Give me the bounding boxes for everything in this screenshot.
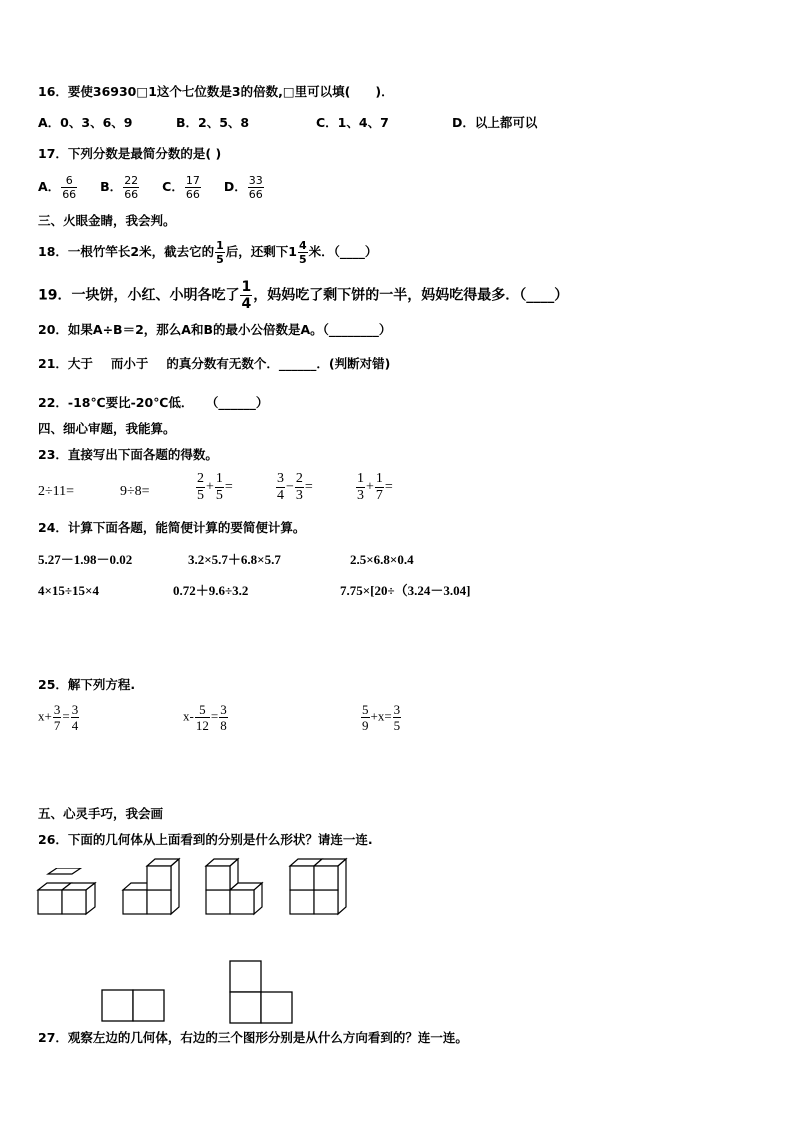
solid-figure-2 bbox=[121, 856, 183, 918]
q17-a-fraction: $\frac{6}{66}$ bbox=[62, 174, 77, 201]
top-view-shape-2 bbox=[228, 959, 294, 1025]
q18-mid: 后，还剩下1 bbox=[225, 244, 297, 259]
q23-expr-2: 9÷8= bbox=[120, 484, 150, 499]
top-view-shape-1 bbox=[100, 988, 166, 1024]
solid-figure-3 bbox=[204, 856, 268, 918]
q17-a-label: A． bbox=[38, 179, 61, 194]
q19-fraction: $\frac{1}{4}$ bbox=[241, 279, 252, 312]
q25-equation-2: x- $\frac{5}{12}$ = $\frac{3}{8}$ bbox=[183, 702, 227, 733]
q16-option-a: A．0、3、6、9 bbox=[38, 115, 133, 130]
q25-equation-1: x+ $\frac{3}{7}$ = $\frac{3}{4}$ bbox=[38, 702, 79, 733]
q17-options bbox=[38, 175, 265, 200]
q17-d-fraction: $\frac{33}{66}$ bbox=[248, 174, 263, 201]
q20-line: 20．如果A÷B＝2，那么A和B的最小公倍数是A。（________） bbox=[38, 322, 392, 337]
q22-line: 22．-18℃要比-20℃低． （______） bbox=[38, 395, 269, 410]
q25-equation-3: $\frac{5}{9}$ +x= $\frac{3}{5}$ bbox=[362, 702, 401, 733]
q19-post: ，妈妈吃了剩下饼的一半，妈妈吃得最多．（____） bbox=[253, 287, 569, 304]
q23-expr-5: $\frac{1}{3}$ + $\frac{1}{7}$ = bbox=[357, 471, 393, 503]
q17-c-fraction: $\frac{17}{66}$ bbox=[185, 174, 200, 201]
q18-post: 米．（____） bbox=[308, 244, 378, 259]
q26-stem: 26．下面的几何体从上面看到的分别是什么形状？请连一连. bbox=[38, 832, 373, 847]
q16-option-d: D．以上都可以 bbox=[452, 115, 538, 130]
q16-option-c: C．1、4、7 bbox=[316, 115, 389, 130]
solid-figure-4 bbox=[288, 856, 352, 918]
q21-part-2: 而小于 bbox=[110, 356, 149, 371]
q17-b-label: B． bbox=[100, 179, 123, 194]
q24-expr-2: 3.2×5.7＋6.8×5.7 bbox=[188, 552, 281, 567]
solid-figure-1 bbox=[36, 868, 100, 918]
q24-stem: 24．计算下面各题，能简便计算的要简便计算。 bbox=[38, 520, 306, 535]
q18-fraction-2: $\frac{4}{5}$ bbox=[298, 239, 307, 266]
q17-b-fraction: $\frac{22}{66}$ bbox=[124, 174, 139, 201]
q16-stem: 16．要使36930□1这个七位数是3的倍数,□里可以填( )． bbox=[38, 84, 394, 99]
q24-expr-1: 5.27－1.98－0.02 bbox=[38, 552, 133, 567]
q16-option-b: B．2、5、8 bbox=[176, 115, 250, 130]
section-4-heading: 四、细心审题，我能算。 bbox=[38, 421, 176, 436]
section-3-heading: 三、火眼金睛，我会判。 bbox=[38, 213, 176, 228]
q25-stem: 25．解下列方程. bbox=[38, 677, 136, 692]
q27-stem: 27．观察左边的几何体，右边的三个图形分别是从什么方向看到的？连一连。 bbox=[38, 1030, 468, 1045]
q17-c-label: C． bbox=[162, 179, 184, 194]
q19-line bbox=[38, 280, 568, 311]
q18-fraction-1: $\frac{1}{5}$ bbox=[216, 239, 224, 266]
q19-pre: 19．一块饼，小红、小明各吃了 bbox=[38, 287, 240, 304]
q17-stem: 17．下列分数是最简分数的是( ) bbox=[38, 146, 222, 161]
q24-expr-5: 0.72＋9.6÷3.2 bbox=[173, 583, 249, 598]
q17-d-label: D． bbox=[223, 179, 247, 194]
q18-pre: 18．一根竹竿长2米，截去它的 bbox=[38, 244, 215, 259]
q23-expr-1: 2÷11= bbox=[38, 484, 75, 499]
q21-line bbox=[38, 356, 390, 372]
q24-expr-3: 2.5×6.8×0.4 bbox=[350, 552, 414, 567]
q24-expr-6: 7.75×[20÷（3.24－3.04] bbox=[340, 583, 471, 598]
q23-stem: 23．直接写出下面各题的得数。 bbox=[38, 447, 218, 462]
q21-part-1: 21．大于 bbox=[38, 356, 93, 371]
q24-expr-4: 4×15÷15×4 bbox=[38, 583, 99, 598]
q23-expr-3: $\frac{2}{5}$ + $\frac{1}{5}$ = bbox=[197, 471, 233, 503]
q23-expr-4: $\frac{3}{4}$ − $\frac{2}{3}$ = bbox=[277, 471, 313, 503]
q18-line bbox=[38, 240, 377, 265]
section-5-heading: 五、心灵手巧，我会画 bbox=[38, 806, 164, 821]
q21-part-3: 的真分数有无数个．______．(判断对错) bbox=[166, 356, 391, 371]
